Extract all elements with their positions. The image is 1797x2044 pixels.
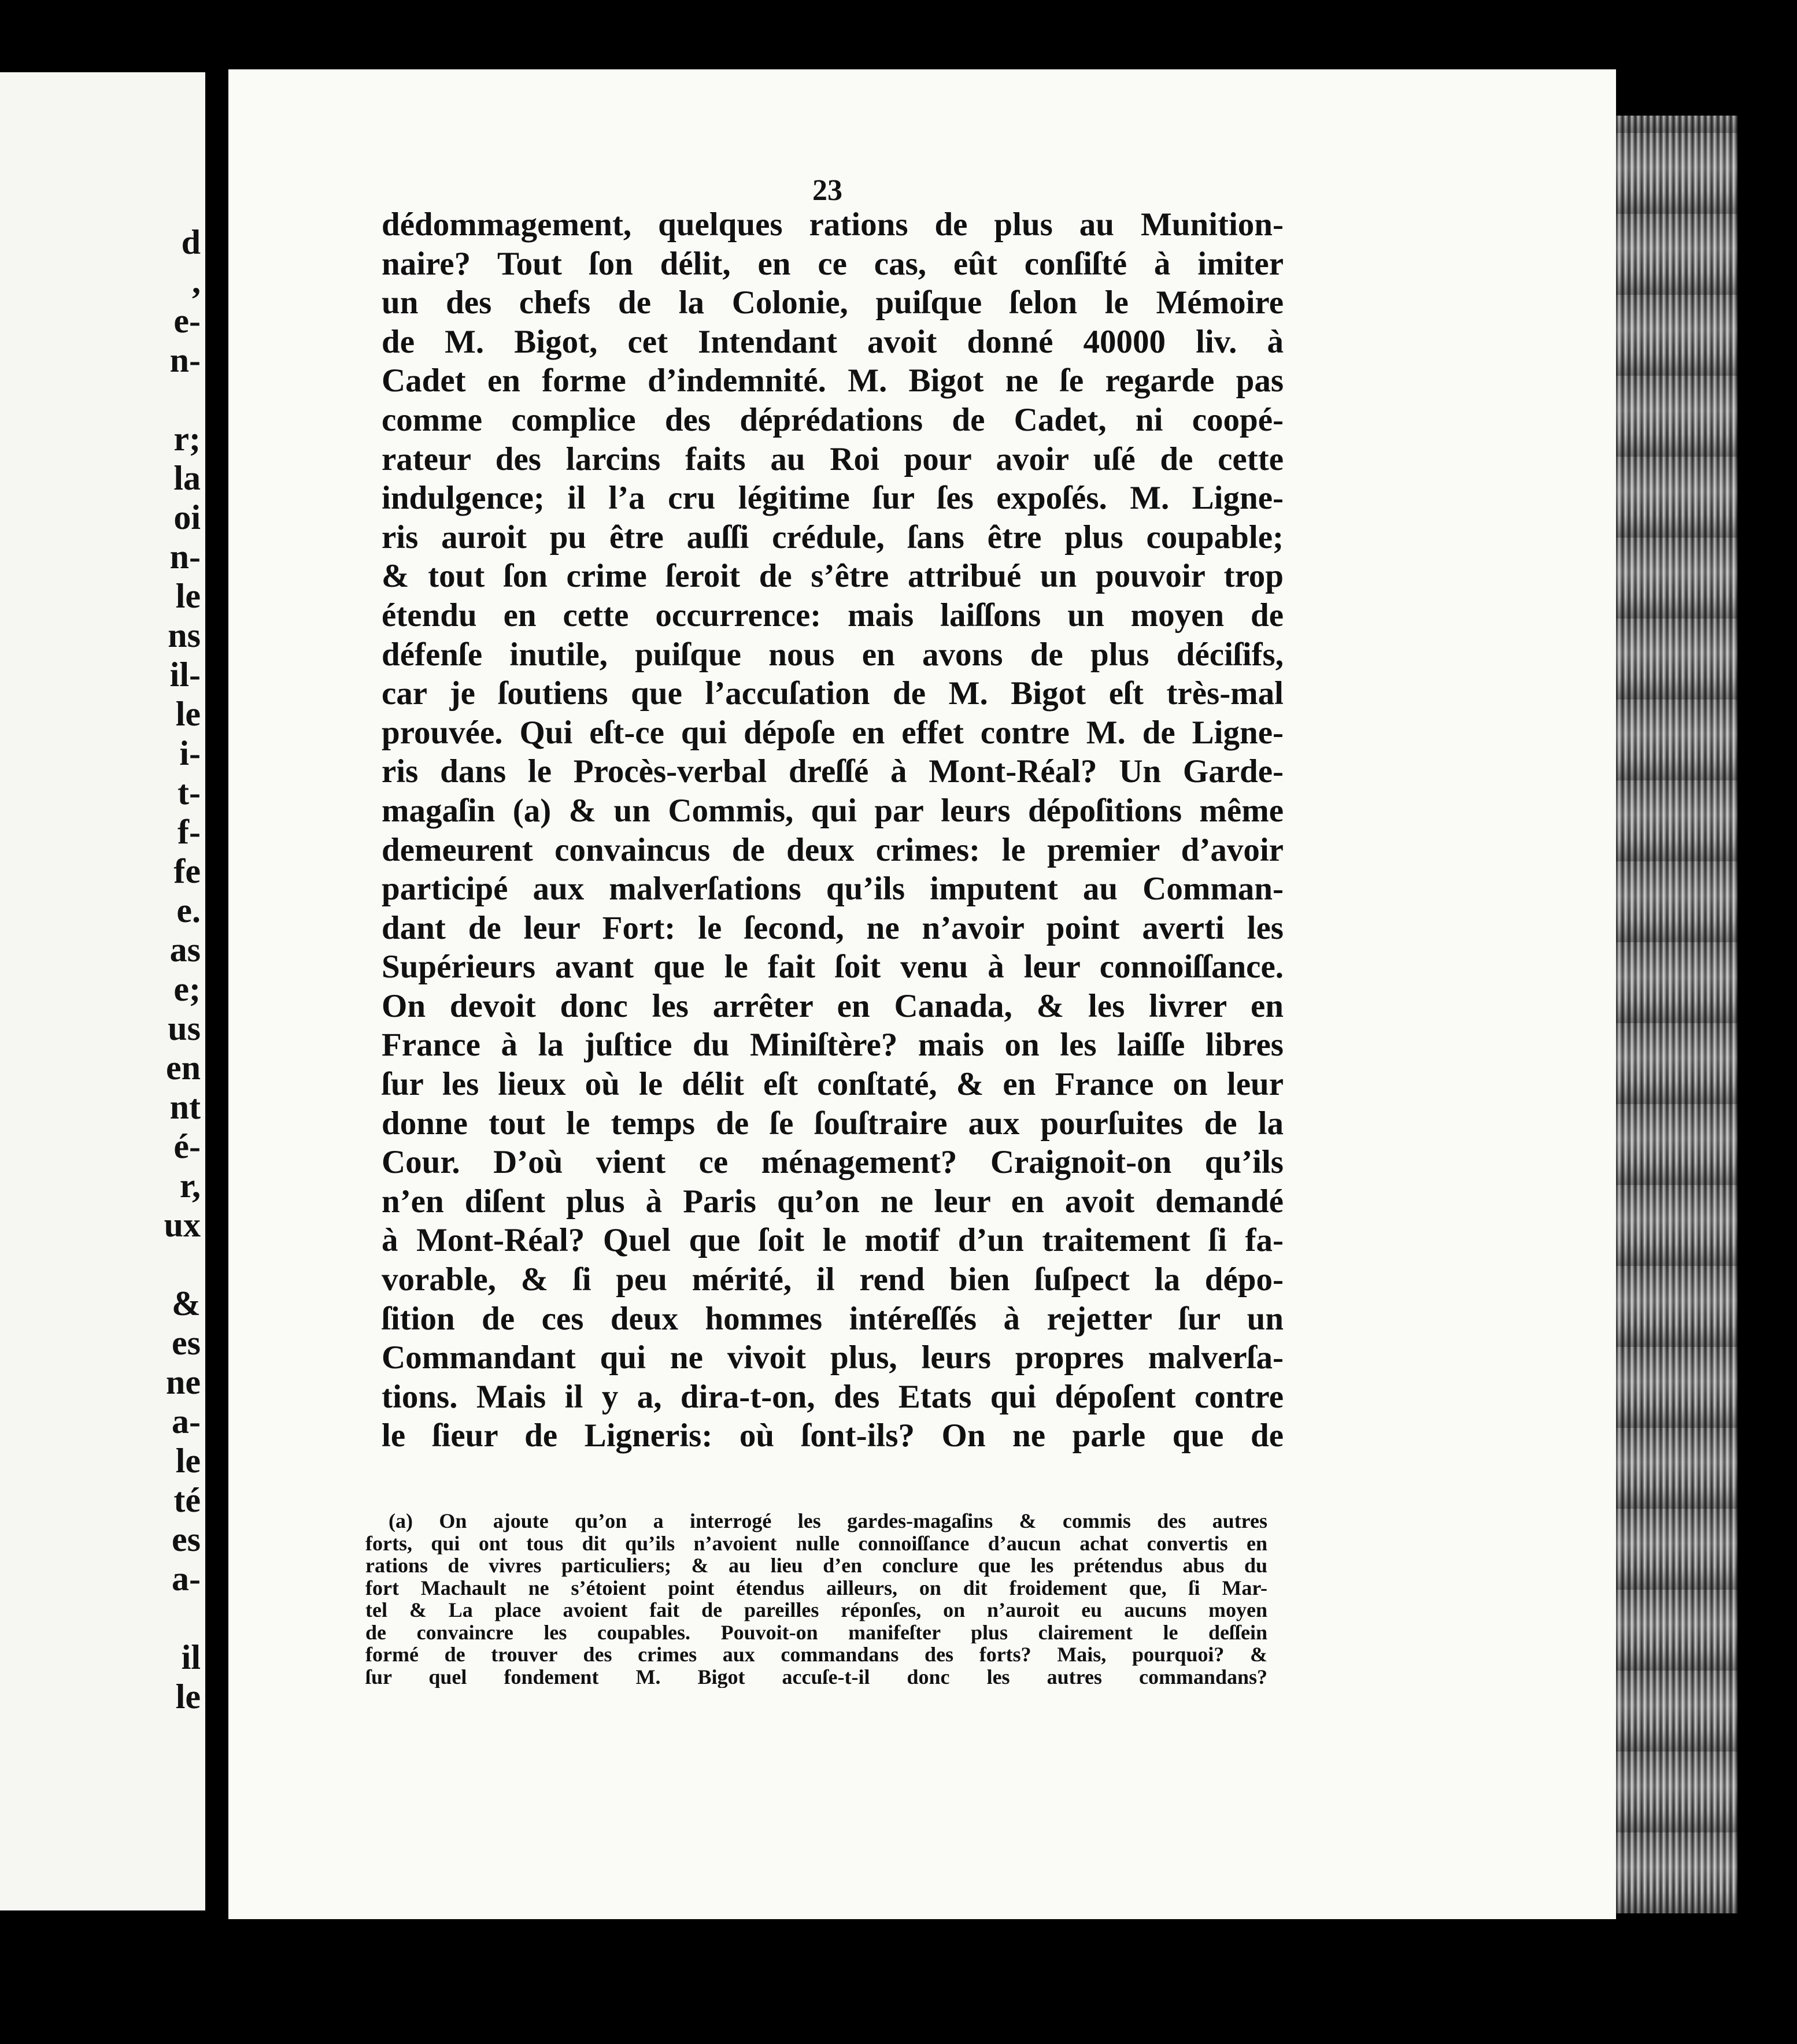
footnote-line: forts, qui ont tous dit qu’ils n’avoient nulle connoiſſance d’aucun achat convertis en xyxy=(365,1532,1267,1554)
page-block-edge xyxy=(1616,116,1737,1913)
body-text-line: Supérieurs avant que le fait ſoit venu à leur connoiſſance. xyxy=(382,949,1284,986)
footnote-line: fort Machault ne s’étoient point étendus ailleurs, on dit froidement que, ſi Mar- xyxy=(365,1576,1267,1599)
facing-page-fragment: e; xyxy=(173,970,201,1008)
facing-page-fragment: a- xyxy=(172,1402,201,1441)
facing-page-fragment: le xyxy=(175,577,201,615)
footnote-line: ſur quel fondement M. Bigot accuſe-t-il donc les autres commandans? xyxy=(365,1665,1267,1688)
body-text-line: naire? Tout ſon délit, en ce cas, eût conſiſté à imiter xyxy=(382,245,1284,282)
body-text-line: n’en diſent plus à Paris qu’on ne leur en avoit demandé xyxy=(382,1183,1284,1220)
facing-page-text-fragments xyxy=(160,223,201,1716)
body-text-line: Cadet en forme d’indemnité. M. Bigot ne ſe regarde pas xyxy=(382,362,1284,399)
facing-page-fragment: es xyxy=(172,1520,201,1558)
body-text-line: magaſin (a) & un Commis, qui par leurs dépoſitions même xyxy=(382,792,1284,829)
body-text-line: On devoit donc les arrêter en Canada, & les livrer en xyxy=(382,987,1284,1024)
body-text-line: à Mont-Réal? Quel que ſoit le motif d’un traitement ſi fa- xyxy=(382,1222,1284,1259)
facing-page-fragment: a- xyxy=(172,1560,201,1598)
facing-page-fragment: ux xyxy=(164,1206,201,1244)
body-text-line: étendu en cette occurrence: mais laiſſons un moyen de xyxy=(382,597,1284,634)
facing-page-fragment: oi xyxy=(173,498,201,536)
body-text-line: Commandant qui ne vivoit plus, leurs propres malverſa- xyxy=(382,1339,1284,1376)
facing-page-fragment: i- xyxy=(179,734,201,772)
body-text-line: ſur les lieux où le délit eſt conſtaté, & en France on leur xyxy=(382,1066,1284,1103)
body-text-line: ris auroit pu être auſſi crédule, ſans être plus coupable; xyxy=(382,519,1284,556)
facing-page-fragment: le xyxy=(175,1678,201,1716)
body-text-line: demeurent convaincus de deux crimes: le premier d’avoir xyxy=(382,831,1284,868)
body-text-line: un des chefs de la Colonie, puiſque ſelon le Mémoire xyxy=(382,284,1284,321)
footnote xyxy=(365,1510,1267,1688)
body-text-line: & tout ſon crime ſeroit de s’être attribué un pouvoir trop xyxy=(382,558,1284,595)
body-text-line: Cour. D’où vient ce ménagement? Craignoit-on qu’ils xyxy=(382,1144,1284,1181)
body-text-line: ris dans le Procès-verbal dreſſé à Mont-Réal? Un Garde- xyxy=(382,753,1284,790)
facing-page-fragment: fe xyxy=(173,852,201,890)
facing-page-fragment xyxy=(160,1598,201,1638)
body-text-line: donne tout le temps de ſe ſouſtraire aux pourſuites de la xyxy=(382,1105,1284,1142)
facing-page-fragment: t- xyxy=(178,773,201,812)
body-text-line: France à la juſtice du Miniſtère? mais on les laiſſe libres xyxy=(382,1027,1284,1064)
footnote-line: rations de vivres particuliers; & au lieu d’en conclure que les prétendus abus du xyxy=(365,1554,1267,1577)
body-text-line: rateur des larcins faits au Roi pour avoir uſé de cette xyxy=(382,440,1284,477)
facing-page-fragment: e- xyxy=(173,302,201,340)
facing-page-fragment: ns xyxy=(168,616,201,654)
body-text xyxy=(382,205,1284,1456)
facing-page-fragment: r; xyxy=(173,420,201,458)
body-text-line: participé aux malverſations qu’ils imputent au Comman- xyxy=(382,871,1284,908)
footnote-line: (a) On ajoute qu’on a interrogé les gardes-magaſins & commis des autres xyxy=(389,1510,1267,1532)
body-text-line: indulgence; il l’a cru légitime ſur ſes expoſés. M. Ligne- xyxy=(382,480,1284,517)
facing-page-fragment: n- xyxy=(169,341,201,379)
facing-page-fragment xyxy=(160,380,201,419)
facing-page-fragment: il xyxy=(181,1638,201,1676)
body-text-line: vorable, & ſi peu mérité, il rend bien ſuſpect la dépo- xyxy=(382,1261,1284,1298)
footnote-line: tel & La place avoient fait de pareilles réponſes, on n’auroit eu aucuns moyen xyxy=(365,1599,1267,1621)
body-text-line: dant de leur Fort: le ſecond, ne n’avoir point averti les xyxy=(382,909,1284,946)
facing-page-fragment: é- xyxy=(173,1127,201,1165)
body-text-line: prouvée. Qui eſt-ce qui dépoſe en effet contre M. de Ligne- xyxy=(382,714,1284,751)
body-text-line: dédommagement, quelques rations de plus au Munition- xyxy=(382,206,1284,243)
body-text-line: de M. Bigot, cet Intendant avoit donné 40000 liv. à xyxy=(382,323,1284,360)
body-text-line: tions. Mais il y a, dira-t-on, des Etats qui dépoſent contre xyxy=(382,1378,1284,1415)
facing-page-fragment: f- xyxy=(178,813,201,851)
facing-page-fragment: il- xyxy=(169,656,201,694)
body-text-line: ſition de ces deux hommes intéreſſés à rejetter ſur un xyxy=(382,1300,1284,1337)
facing-page-fragment: us xyxy=(168,1009,201,1047)
body-text-line: comme complice des déprédations de Cadet, ni coopé- xyxy=(382,401,1284,438)
facing-page-fragment: ne xyxy=(166,1363,201,1401)
facing-page-fragment: n- xyxy=(169,538,201,576)
page-number: 23 xyxy=(812,174,842,207)
facing-page-fragment: & xyxy=(172,1284,201,1323)
footnote-line: formé de trouver des crimes aux commandans des forts? Mais, pourquoi? & xyxy=(365,1643,1267,1666)
facing-page-fragment xyxy=(160,1245,201,1284)
facing-page-fragment: le xyxy=(175,695,201,733)
footnote-line: de convaincre les coupables. Pouvoit-on manifeſter plus clairement le deſſein xyxy=(365,1621,1267,1643)
facing-page-fragment: en xyxy=(166,1049,201,1087)
facing-page-fragment: e. xyxy=(176,891,201,930)
facing-page-fragment: r, xyxy=(179,1167,201,1205)
facing-page-fragment: nt xyxy=(169,1088,201,1126)
facing-page-fragment: le xyxy=(175,1442,201,1480)
facing-page-fragment: es xyxy=(172,1324,201,1362)
facing-page-fragment: as xyxy=(169,931,201,969)
body-text-line: défenſe inutile, puiſque nous en avons de plus déciſifs, xyxy=(382,636,1284,673)
facing-page-fragment: la xyxy=(173,459,201,497)
facing-page-fragment: d xyxy=(181,223,201,261)
body-text-line: le ſieur de Ligneris: où ſont-ils? On ne parle que de xyxy=(382,1417,1284,1454)
facing-page-fragment: té xyxy=(173,1481,201,1519)
body-text-line: car je ſoutiens que l’accuſation de M. Bigot eſt très-mal xyxy=(382,675,1284,712)
facing-page xyxy=(0,72,205,1910)
facing-page-fragment: , xyxy=(192,262,201,301)
